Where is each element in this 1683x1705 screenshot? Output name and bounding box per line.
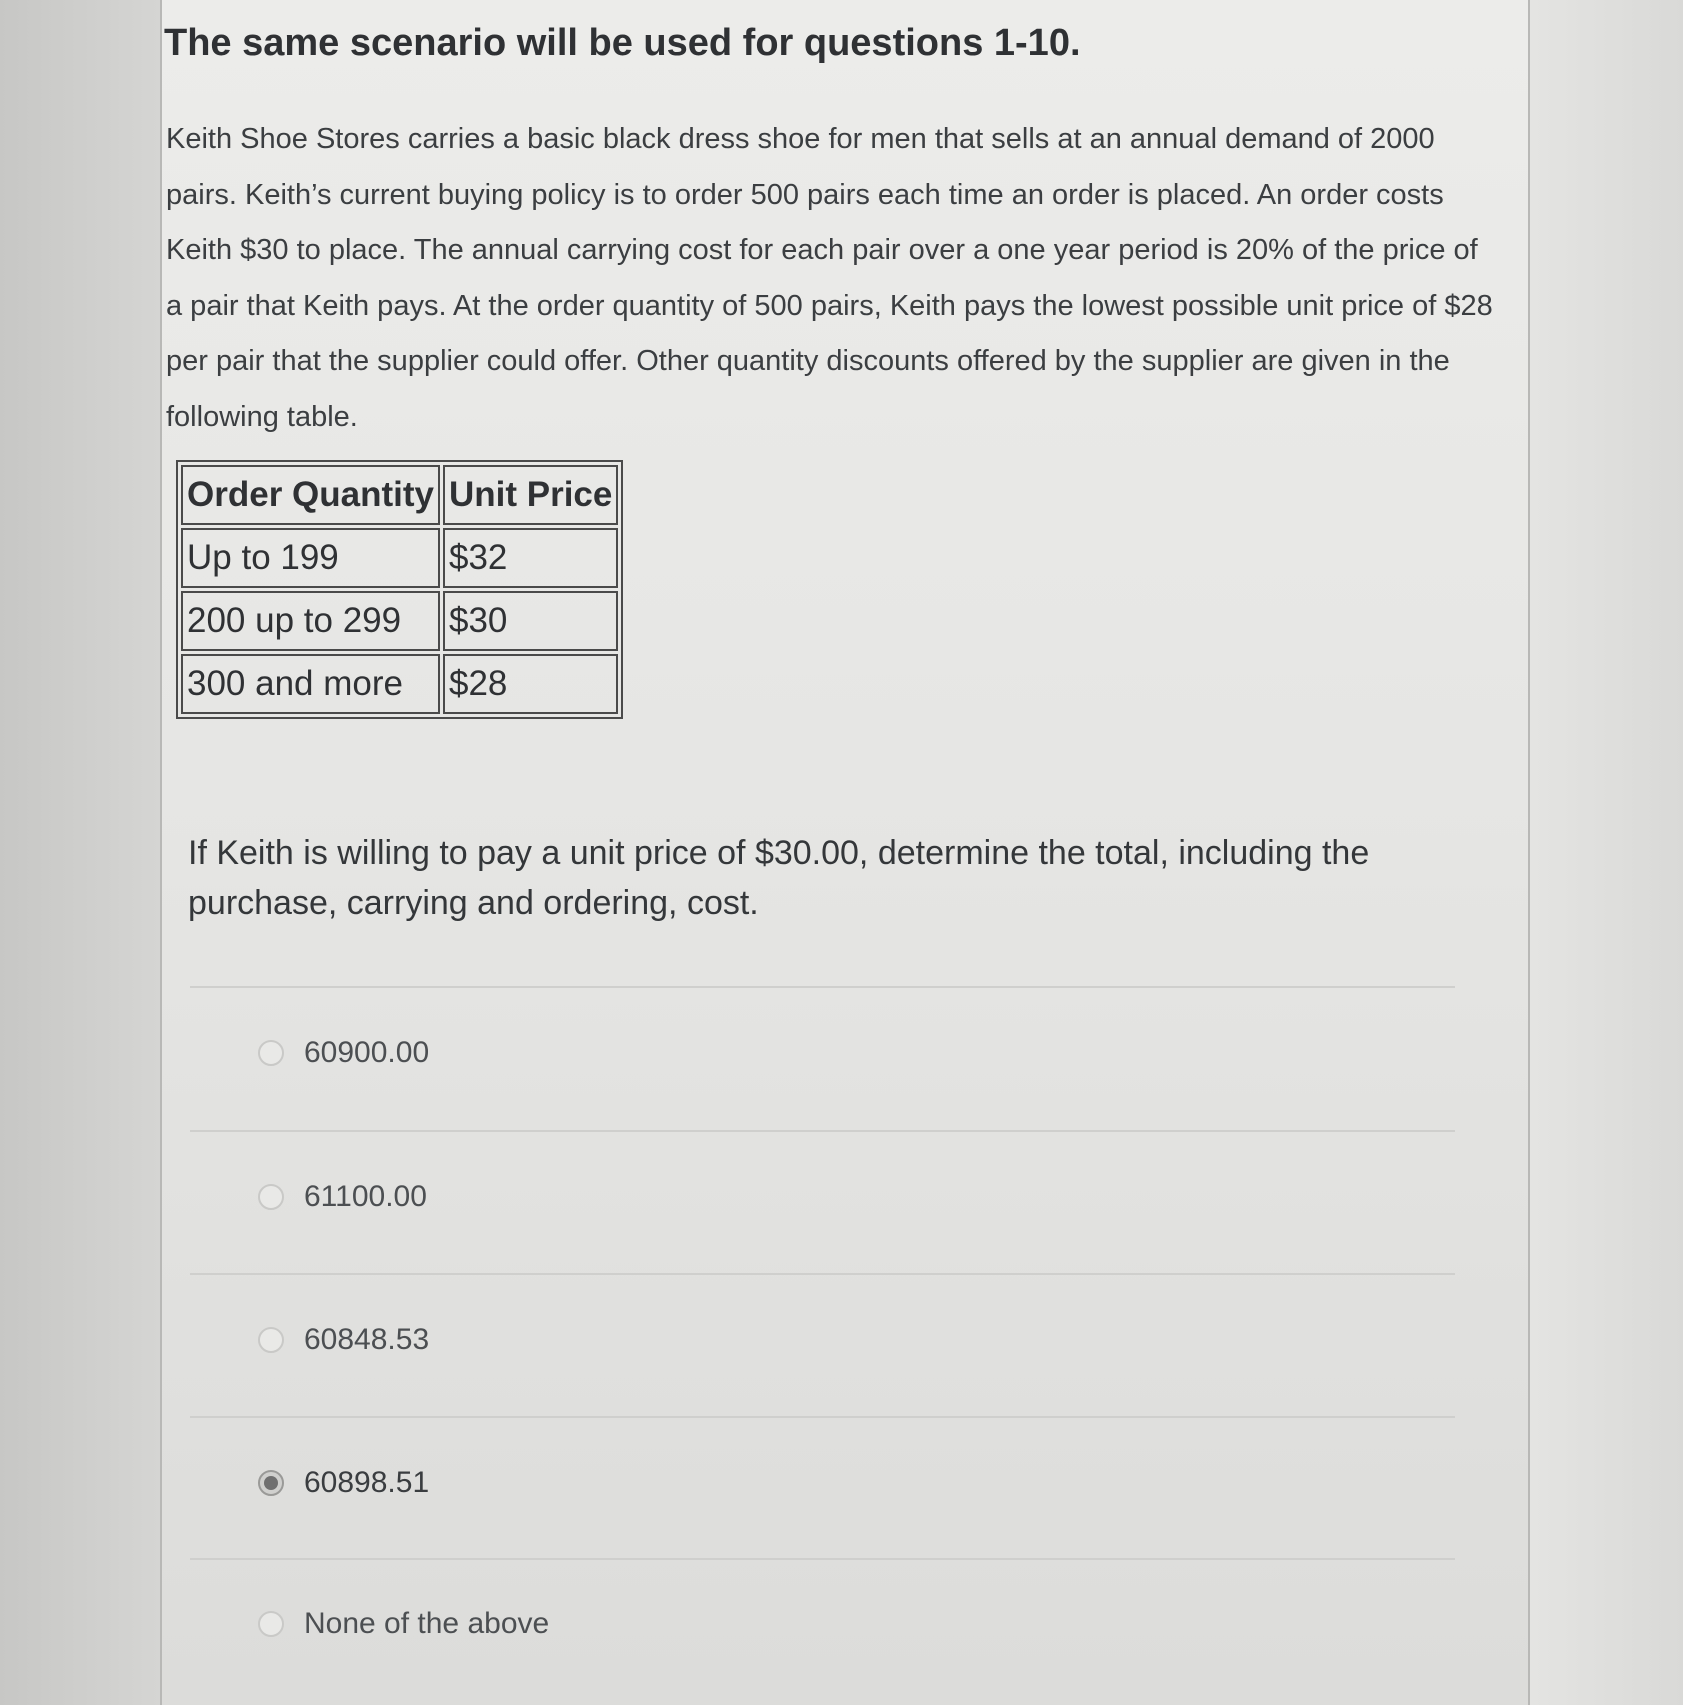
- divider: [190, 1558, 1455, 1560]
- scenario-text: Keith Shoe Stores carries a basic black dress shoe for men that sells at an annual demand of 2000 pairs. Keith’s current buying policy is to order 500 pairs each time an order is placed. An order costs Keith $30 to place. The annual carrying cost for each pair over a one year period is 20% of the price of a pair that Keith pays. At the order quantity of 500 pairs, Keith pays the lowest possible unit price of $28 per pair that the supplier could offer. Other quantity discounts offered by the supplier are given in the following table.: [166, 123, 1493, 433]
- table-row: [181, 591, 618, 651]
- answer-option[interactable]: [258, 1604, 549, 1644]
- radio-dot-icon: [264, 1476, 278, 1490]
- radio-button[interactable]: [258, 1184, 284, 1210]
- radio-button-checked[interactable]: [258, 1470, 284, 1496]
- divider: [190, 1416, 1455, 1418]
- radio-button[interactable]: [258, 1327, 284, 1353]
- answer-option[interactable]: [258, 1177, 427, 1217]
- answer-option[interactable]: [258, 1033, 429, 1073]
- cell-price: $32: [443, 528, 618, 588]
- table-row: [181, 654, 618, 714]
- table-row: [181, 528, 618, 588]
- cell-quantity: Up to 199: [181, 528, 440, 588]
- cell-quantity: 300 and more: [181, 654, 440, 714]
- option-label: None of the above: [304, 1607, 550, 1640]
- header-order-quantity: Order Quantity: [181, 465, 440, 525]
- option-label: 61100.00: [304, 1180, 427, 1213]
- option-label: 60898.51: [304, 1466, 430, 1499]
- option-label: 60900.00: [304, 1036, 430, 1069]
- header-unit-price: Unit Price: [443, 465, 618, 525]
- scenario-heading: The same scenario will be used for questions 1-10.: [164, 22, 1081, 64]
- divider: [190, 986, 1455, 988]
- option-label: 60848.53: [304, 1323, 430, 1356]
- cell-price: $28: [443, 654, 618, 714]
- cell-price: $30: [443, 591, 618, 651]
- radio-button[interactable]: [258, 1040, 284, 1066]
- table-header-row: [181, 465, 618, 525]
- right-background: [1530, 0, 1683, 1705]
- question-text: If Keith is willing to pay a unit price of $30.00, determine the total, including the purchase, carrying and ordering, cost.: [188, 834, 1370, 922]
- divider: [190, 1273, 1455, 1275]
- cell-quantity: 200 up to 299: [181, 591, 440, 651]
- divider: [190, 1130, 1455, 1132]
- discount-table: [176, 460, 623, 719]
- left-background: [0, 0, 160, 1705]
- answer-option[interactable]: [258, 1320, 429, 1360]
- radio-button[interactable]: [258, 1611, 284, 1637]
- answer-option-selected[interactable]: [258, 1463, 429, 1503]
